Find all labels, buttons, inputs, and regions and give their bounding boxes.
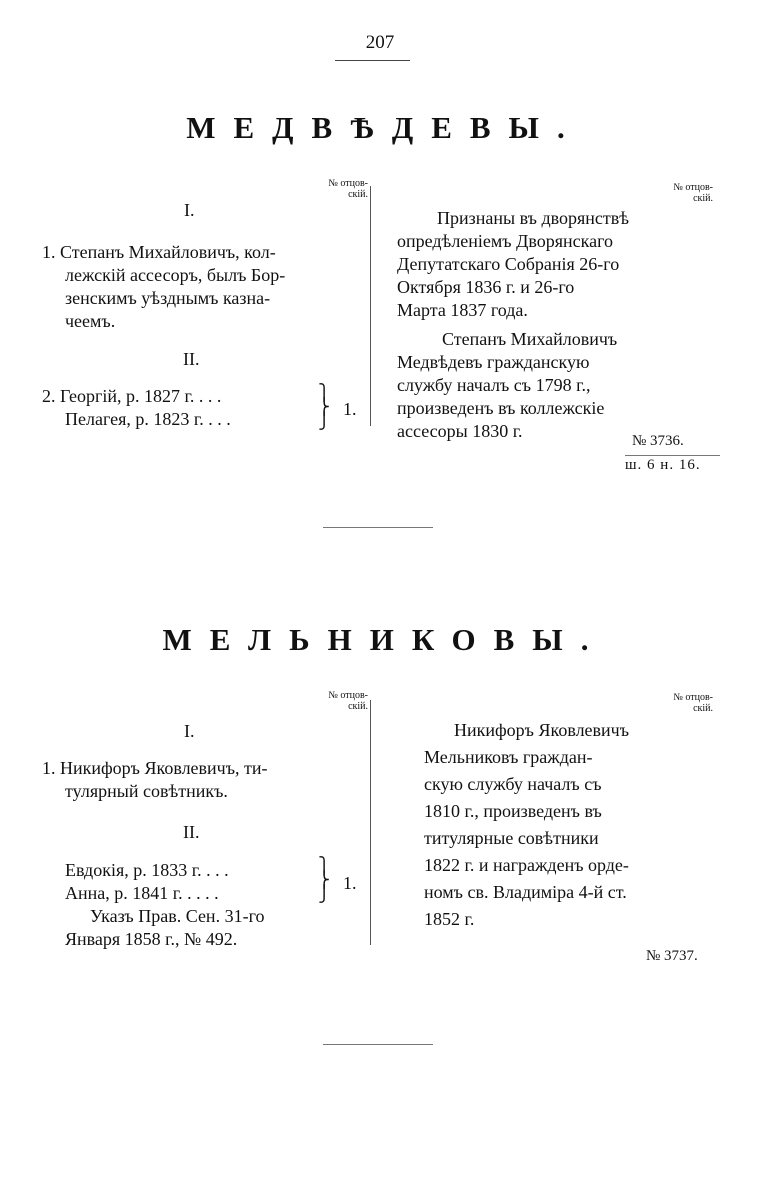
- generation-heading-2: II.: [183, 822, 200, 842]
- record-number: № 3736.: [632, 433, 684, 449]
- child-line: 2. Георгій, р. 1827 г. . . .: [42, 386, 222, 406]
- text-line: службу началъ съ 1798 г.,: [397, 375, 591, 395]
- text-line: 1810 г., произведенъ въ: [424, 801, 602, 821]
- father-number: 1.: [343, 873, 357, 893]
- record-rule: [625, 455, 720, 456]
- section-title-medvedevy: МЕДВѢДЕВЫ.: [186, 110, 583, 145]
- text-line: скую службу началъ съ: [424, 774, 602, 794]
- left-column-note: № отцов- скій.: [328, 690, 368, 712]
- decree-line: Января 1858 г., № 492.: [65, 929, 238, 949]
- service-paragraph: [424, 717, 714, 933]
- left-column-note: № отцов- скій.: [328, 178, 368, 200]
- section-separator: [323, 1044, 433, 1045]
- text-line: Мельниковъ граждан-: [424, 747, 593, 767]
- page-number: 207: [365, 32, 395, 53]
- text-line: опредѣленіемъ Дворянскаго: [397, 231, 614, 251]
- column-divider: [370, 186, 371, 426]
- ennoblement-paragraph: [397, 207, 677, 322]
- generation-heading-2: II.: [183, 349, 200, 369]
- record-number: № 3737.: [646, 948, 698, 964]
- child-line: Евдокія, р. 1833 г. . . .: [65, 860, 229, 880]
- child-line: Пелагея, р. 1823 г. . . .: [65, 409, 231, 429]
- text-line: ассесоры 1830 г.: [397, 421, 523, 441]
- text-line: произведенъ въ коллежскіе: [397, 398, 605, 418]
- person-line: 1. Степанъ Михайловичъ, кол-: [42, 242, 276, 262]
- person-line: зенскимъ уѣзднымъ казна-: [65, 288, 271, 308]
- decree-line: Указъ Прав. Сен. 31-го: [90, 906, 265, 926]
- father-number: 1.: [343, 399, 357, 419]
- text-line: 1822 г. и награжденъ орде-: [424, 855, 629, 875]
- right-column-note: № отцов- скій.: [673, 182, 713, 204]
- right-column-note: № отцов- скій.: [673, 692, 713, 714]
- text-line: Признаны въ дворянствѣ: [437, 208, 630, 228]
- text-line: Никифоръ Яковлевичъ: [454, 720, 630, 740]
- section-separator: [323, 527, 433, 528]
- service-paragraph: [397, 328, 687, 443]
- page-number-rule: [335, 60, 410, 61]
- text-line: Медвѣдевъ гражданскую: [397, 352, 590, 372]
- generation-heading-1: I.: [184, 200, 195, 220]
- text-line: номъ св. Владиміра 4-й ст.: [424, 882, 627, 902]
- generation-heading-1: I.: [184, 721, 195, 741]
- section-title-melnikovy: МЕЛЬНИКОВЫ.: [162, 622, 607, 657]
- person-line: тулярный совѣтникъ.: [65, 781, 228, 801]
- text-line: Марта 1837 года.: [397, 300, 528, 320]
- person-line: лежскій ассесоръ, былъ Бор-: [65, 265, 286, 285]
- column-divider: [370, 700, 371, 945]
- archive-reference: ш. 6 н. 16.: [625, 457, 701, 473]
- person-line: чеемъ.: [65, 311, 116, 331]
- text-line: 1852 г.: [424, 909, 475, 929]
- text-line: титулярные совѣтники: [424, 828, 599, 848]
- text-line: Депутатскаго Собранія 26-го: [397, 254, 620, 274]
- text-line: Степанъ Михайловичъ: [442, 329, 618, 349]
- brace-mark: ⎫ ⎬ ⎭: [318, 385, 330, 430]
- person-line: 1. Никифоръ Яковлевичъ, ти-: [42, 758, 268, 778]
- brace-mark: ⎫ ⎬ ⎭: [318, 858, 330, 903]
- text-line: Октября 1836 г. и 26-го: [397, 277, 575, 297]
- child-line: Анна, р. 1841 г. . . . .: [65, 883, 219, 903]
